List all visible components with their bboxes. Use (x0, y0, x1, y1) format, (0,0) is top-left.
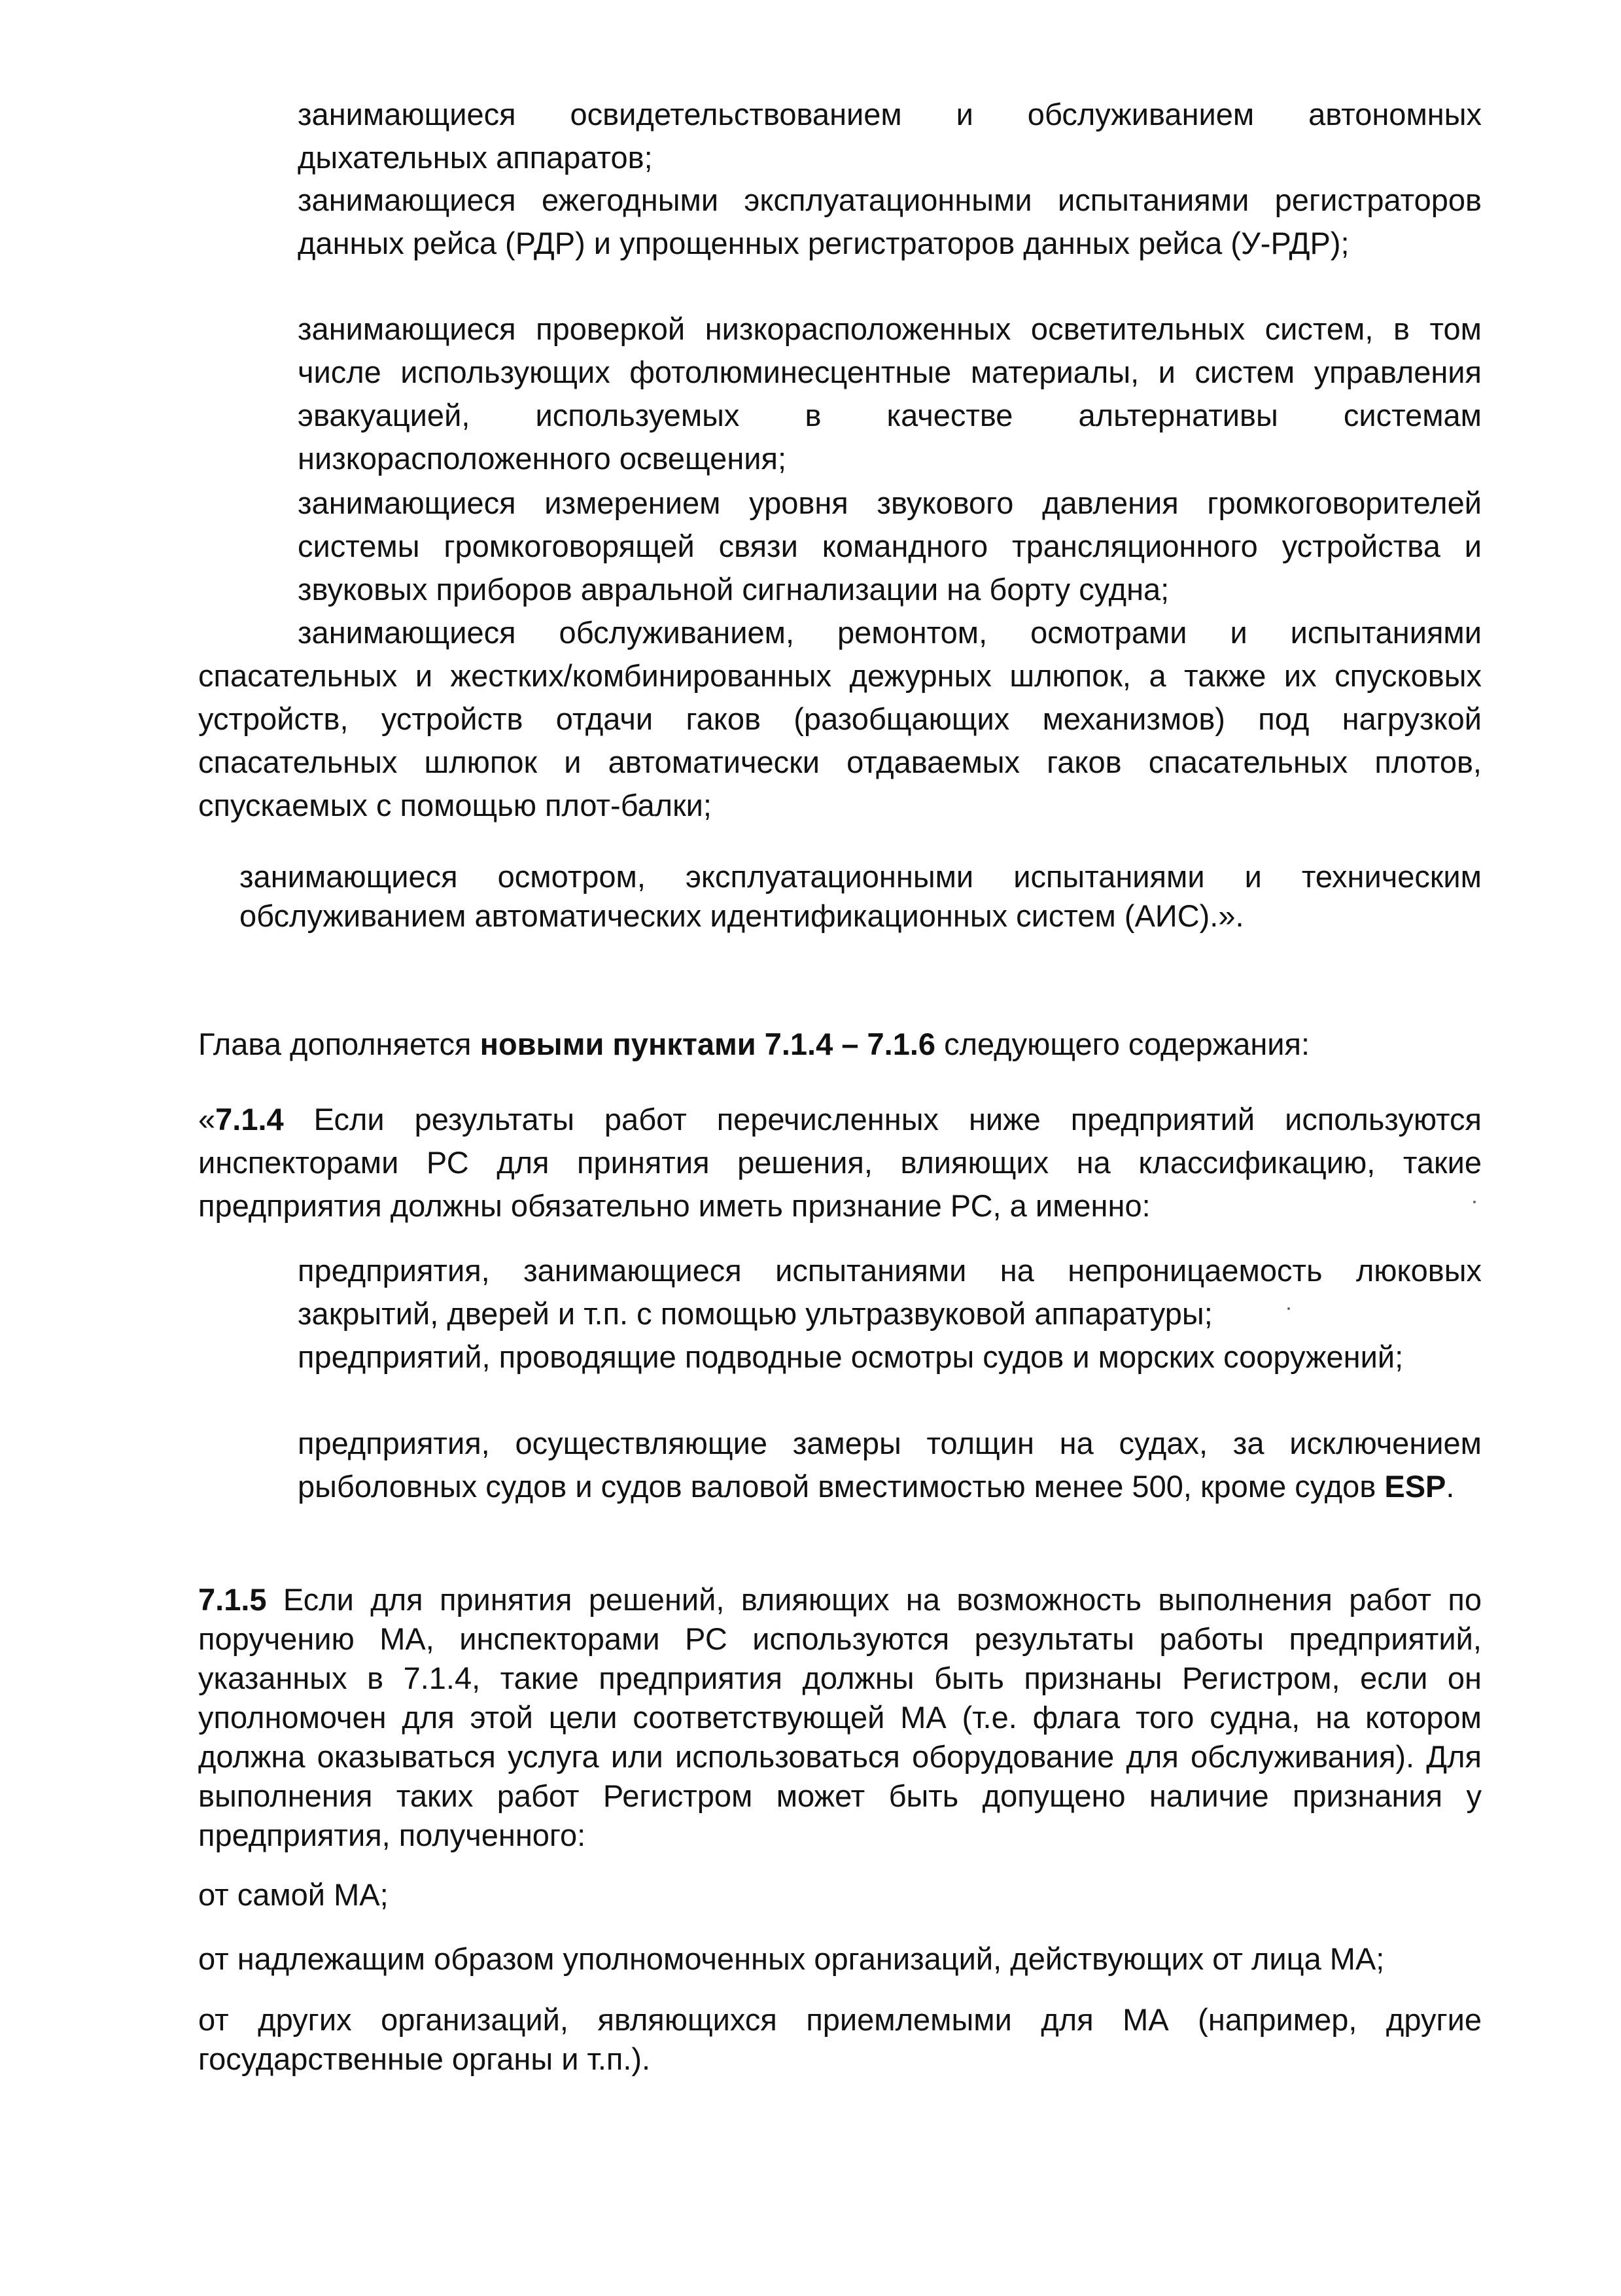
list-item-vdr-testing: занимающиеся ежегодными эксплуатационными испытаниями регистраторов данных рейса (РДР) и упрощенных регистраторов данных рейса (У-РДР); (298, 183, 1482, 260)
paragraph-7-1-4 (198, 1098, 1482, 1227)
chapter-intro-tail: следующего содержания: (935, 1027, 1310, 1061)
scan-speck (1287, 1307, 1290, 1310)
scan-speck (1473, 1201, 1476, 1203)
list-item-text: предприятия, осуществляющие замеры толщин на судах, за исключением рыболовных судов и судов валовой вместимостью менее 500, кроме судов (298, 1426, 1482, 1504)
list-item-ais: занимающиеся осмотром, эксплуатационными испытаниями и техническим обслуживанием автоматических идентификационных систем (АИС).». (239, 859, 1482, 933)
open-quote: « (198, 1102, 216, 1137)
paragraph-text: Если результаты работ перечисленных ниже предприятий используются инспекторами РС для принятия решения, влияющих на классификацию, такие предприятия должны обязательно иметь признание РС, а именно: (198, 1102, 1482, 1223)
list-item-underwater-surveys: предприятий, проводящие подводные осмотры судов и морских сооружений; (298, 1339, 1404, 1374)
paragraph-number: 7.1.4 (215, 1102, 284, 1137)
list-item-thickness-measurements (298, 1422, 1482, 1508)
chapter-intro-text: Глава дополняется (198, 1027, 480, 1061)
paragraph-number: 7.1.5 (198, 1582, 267, 1617)
list-item-sound-pressure: занимающиеся измерением уровня звукового давления громкоговорителей системы громкоговорящей связи командного трансляционного устройства и звуковых приборов авральной сигнализации на борту судна; (298, 486, 1482, 607)
chapter-intro (198, 1023, 1482, 1066)
source-item-authorized-orgs: от надлежащим образом уполномоченных организаций, действующих от лица МА; (198, 1941, 1385, 1976)
chapter-intro-bold: новыми пунктами 7.1.4 – 7.1.6 (479, 1027, 936, 1061)
list-item-end: . (1446, 1469, 1455, 1504)
paragraph-text: Если для принятия решений, влияющих на возможность выполнения работ по поручению МА, инспекторами РС используются результаты работы предприятий, указанных в 7.1.4, такие предприятия должны быть признаны Регистром, если он уполномочен для этой цели соответствующей МА (т.е. флага того судна, на котором должна оказываться услуга или использоваться оборудование для обслуживания). Для выполнения таких работ Регистром может быть допущено наличие признания у предприятия, полученного: (198, 1582, 1482, 1852)
paragraph-7-1-5 (198, 1580, 1482, 1855)
list-item-ultrasonic-testing: предприятия, занимающиеся испытаниями на непроницаемость люковых закрытий, дверей и т.п. с помощью ультразвуковой аппаратуры; (298, 1253, 1482, 1331)
source-item-ma: от самой МА; (198, 1877, 389, 1912)
list-item-breathing-apparatus: занимающиеся освидетельствованием и обслуживанием автономных дыхательных аппаратов; (298, 97, 1482, 175)
esp-label: ESP (1384, 1469, 1446, 1504)
list-item-low-location-lighting: занимающиеся проверкой низкорасположенных осветительных систем, в том числе использующих фотолюминесцентные материалы, и систем управления эвакуацией, используемых в качестве альтернативы системам низкорасположенного освещения; (298, 311, 1482, 476)
list-item-lifeboats: занимающиеся обслуживанием, ремонтом, осмотрами и испытаниями спасательных и жестких/комбинированных дежурных шлюпок, а также их спусковых устройств, устройств отдачи гаков (разобщающих механизмов) под нагрузкой спасательных шлюпок и автоматически отдаваемых гаков спасательных плотов, спускаемых с помощью плот-балки; (198, 615, 1482, 822)
source-item-other-orgs: от других организаций, являющихся приемлемыми для МА (например, другие государственные органы и т.п.). (198, 2002, 1482, 2076)
